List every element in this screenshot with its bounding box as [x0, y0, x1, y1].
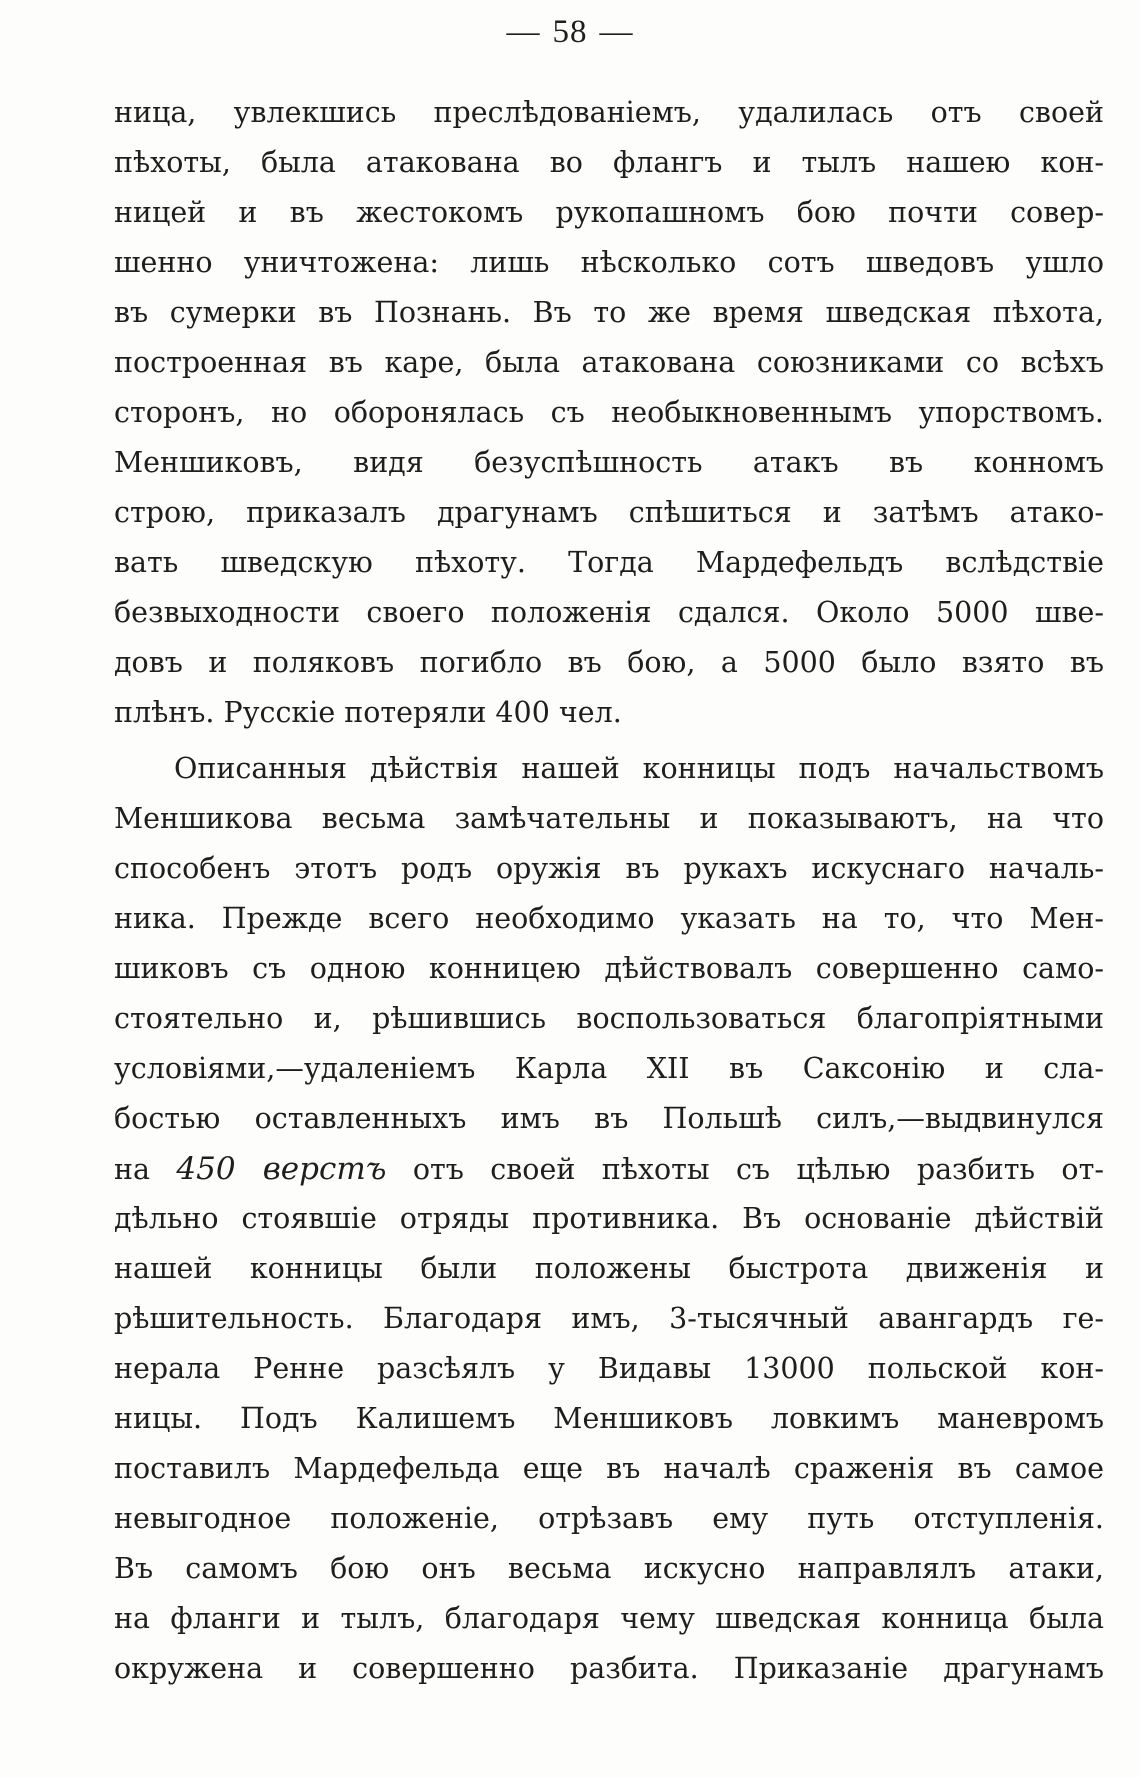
body-text: [114, 88, 1104, 1694]
text-line: безвыходности своего положенія сдался. Около 5000 шве-: [114, 596, 1104, 629]
text-line: бостью оставленныхъ имъ въ Польшѣ силъ,—выдвинулся: [114, 1102, 1104, 1135]
text-line: нашей конницы были положены быстрота движенія и: [114, 1252, 1104, 1285]
text-line: способенъ этотъ родъ оружія въ рукахъ искуснаго началь-: [114, 852, 1104, 885]
text-line: въ сумерки въ Познань. Въ то же время шведская пѣхота,: [114, 296, 1104, 329]
text-line: дѣльно стоявшіе отряды противника. Въ основаніе дѣйствій: [114, 1202, 1104, 1235]
text-line: довъ и поляковъ погибло въ бою, а 5000 было взято въ: [114, 646, 1104, 679]
text-line: ницы. Подъ Калишемъ Меншиковъ ловкимъ маневромъ: [114, 1402, 1104, 1435]
text-line: рѣшительность. Благодаря имъ, 3-тысячный авангардъ ге-: [114, 1302, 1104, 1335]
text-line: строю, приказалъ драгунамъ спѣшиться и затѣмъ атако-: [114, 496, 1104, 529]
text-line: вать шведскую пѣхоту. Тогда Мардефельдъ вслѣдствіе: [114, 546, 1104, 579]
page-number: 58: [552, 14, 588, 50]
header-dash-right: —: [599, 14, 634, 50]
text-line: нерала Ренне разсѣялъ у Видавы 13000 польской кон-: [114, 1352, 1104, 1385]
text-line: ника. Прежде всего необходимо указать на то, что Мен-: [114, 902, 1104, 935]
paragraph-2: [114, 744, 1104, 1694]
text-line: условіями,—удаленіемъ Карла XII въ Саксонію и сла-: [114, 1052, 1104, 1085]
text-line: ница, увлекшись преслѣдованіемъ, удалилась отъ своей: [114, 96, 1104, 129]
text-line: Въ самомъ бою онъ весьма искусно направлялъ атаки,: [114, 1552, 1104, 1585]
paragraph-1: [114, 88, 1104, 738]
text-line: сторонъ, но оборонялась съ необыкновеннымъ упорствомъ.: [114, 396, 1104, 429]
emphasized-distance: 450 верстъ: [176, 1151, 387, 1187]
text-line: ницей и въ жестокомъ рукопашномъ бою почти совер-: [114, 196, 1104, 229]
text-line: невыгодное положеніе, отрѣзавъ ему путь отступленія.: [114, 1502, 1104, 1535]
text-line: шенно уничтожена: лишь нѣсколько сотъ шведовъ ушло: [114, 246, 1104, 279]
emph-line-before: на: [114, 1153, 177, 1186]
text-line: на фланги и тылъ, благодаря чему шведская конница была: [114, 1602, 1104, 1635]
text-line: построенная въ каре, была атакована союзниками со всѣхъ: [114, 346, 1104, 379]
text-line: Описанныя дѣйствія нашей конницы подъ начальствомъ: [174, 752, 1104, 785]
text-line: Меншикова весьма замѣчательны и показываютъ, на что: [114, 802, 1104, 835]
emph-line-after: отъ своей пѣхоты съ цѣлью разбить от-: [386, 1153, 1104, 1186]
text-line: Меншиковъ, видя безуспѣшность атакъ въ конномъ: [114, 446, 1104, 479]
text-line: шиковъ съ одною конницею дѣйствовалъ совершенно само-: [114, 952, 1104, 985]
text-line: окружена и совершенно разбита. Приказаніе драгунамъ: [114, 1652, 1104, 1685]
text-line: плѣнъ. Русскіе потеряли 400 чел.: [114, 696, 622, 729]
page-number-header: [0, 14, 1140, 51]
text-line: поставилъ Мардефельда еще въ началѣ сраженія въ самое: [114, 1452, 1104, 1485]
text-line: стоятельно и, рѣшившись воспользоваться благопріятными: [114, 1002, 1104, 1035]
header-dash-left: —: [506, 14, 541, 50]
text-line: пѣхоты, была атакована во флангъ и тылъ нашею кон-: [114, 146, 1104, 179]
text-line-with-emphasis: [114, 1144, 1104, 1194]
